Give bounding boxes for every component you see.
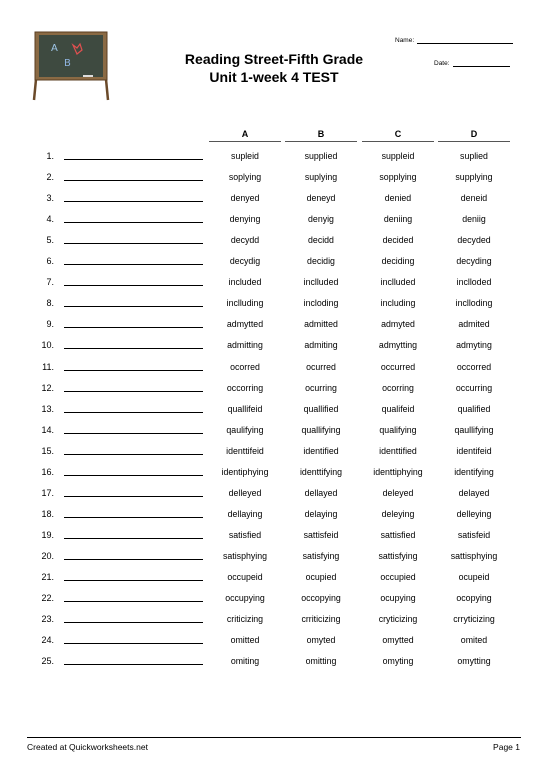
option-c: ocupying — [380, 593, 416, 604]
question-row — [0, 444, 548, 465]
option-d: occurring — [455, 382, 493, 393]
date-line[interactable] — [453, 60, 510, 67]
option-d: sattisphying — [450, 550, 498, 561]
option-a: supleid — [231, 151, 259, 161]
option-b: admiting — [304, 340, 338, 351]
question-number: 24. — [41, 635, 54, 646]
question-number: 23. — [41, 614, 54, 625]
option-a: omiting — [230, 656, 260, 667]
question-number: 25. — [41, 656, 54, 667]
option-d: delayed — [458, 487, 490, 498]
answer-line[interactable] — [64, 454, 203, 455]
question-number: 17. — [41, 487, 54, 498]
answer-line[interactable] — [64, 496, 203, 497]
answer-line[interactable] — [64, 201, 203, 202]
question-row — [0, 486, 548, 507]
option-a: included — [228, 277, 262, 288]
option-b: identified — [303, 445, 339, 456]
answer-line[interactable] — [64, 412, 203, 413]
answer-line[interactable] — [64, 243, 203, 244]
option-a: criticizing — [226, 614, 264, 625]
option-b: deneyd — [306, 193, 336, 204]
question-number: 13. — [41, 403, 54, 414]
option-d: decyded — [457, 235, 491, 246]
option-b: satisfying — [302, 550, 340, 561]
answer-line[interactable] — [64, 517, 203, 518]
option-b: crriticizing — [301, 614, 341, 625]
option-a: denying — [229, 214, 261, 225]
question-row — [0, 633, 548, 654]
question-number: 11. — [42, 361, 54, 372]
column-header-b: B — [317, 129, 325, 139]
option-a: dellaying — [227, 508, 263, 519]
option-d: admited — [458, 319, 490, 330]
option-a: identiphying — [221, 466, 269, 477]
option-d: qaullifying — [454, 424, 494, 435]
question-number: 5. — [46, 235, 54, 246]
option-a: identtifeid — [226, 445, 264, 456]
column-rule — [438, 141, 510, 142]
date-label: Date: — [434, 60, 450, 67]
option-d: suplied — [460, 151, 488, 161]
question-row — [0, 591, 548, 612]
option-b: supplied — [304, 151, 338, 161]
question-number: 15. — [41, 445, 54, 456]
column-header-d: D — [470, 129, 478, 139]
option-d: inclloded — [456, 277, 492, 288]
option-b: occopying — [301, 593, 341, 604]
question-number: 16. — [41, 466, 54, 477]
question-row — [0, 191, 548, 212]
chalk-letter-a: A — [51, 43, 58, 54]
option-c: admytting — [378, 340, 418, 351]
column-header-a: A — [241, 129, 249, 139]
answer-line[interactable] — [64, 580, 203, 581]
answer-line[interactable] — [64, 391, 203, 392]
column-rule — [362, 141, 434, 142]
question-number: 8. — [46, 298, 54, 309]
option-c: qualifying — [379, 424, 417, 435]
answer-line[interactable] — [64, 601, 203, 602]
option-a: decydig — [229, 256, 261, 267]
option-d: deneid — [460, 193, 488, 204]
answer-line[interactable] — [64, 538, 203, 539]
option-c: sattisfied — [380, 529, 416, 540]
answer-line[interactable] — [64, 306, 203, 307]
option-a: denyed — [230, 193, 260, 204]
option-b: sattisfeid — [303, 529, 339, 540]
question-row — [0, 296, 548, 317]
option-d: omited — [460, 635, 488, 646]
option-d: supplying — [455, 172, 493, 183]
option-c: admyted — [381, 319, 415, 330]
question-row — [0, 507, 548, 528]
option-d: deniig — [462, 214, 486, 225]
option-b: incloding — [303, 298, 339, 309]
question-row — [0, 402, 548, 423]
question-number: 14. — [41, 424, 54, 435]
option-c: sattisfying — [378, 550, 418, 561]
footer-divider — [27, 737, 521, 738]
option-c: deniing — [383, 214, 413, 225]
question-row — [0, 212, 548, 233]
question-row — [0, 170, 548, 191]
question-row — [0, 423, 548, 444]
option-b: dellayed — [304, 487, 338, 498]
answer-line[interactable] — [64, 559, 203, 560]
option-a: satisfied — [228, 529, 262, 540]
question-row — [0, 149, 548, 170]
option-c: qualifeid — [381, 403, 415, 414]
question-number: 20. — [41, 550, 54, 561]
question-row — [0, 275, 548, 296]
option-a: occupeid — [227, 572, 263, 582]
question-number: 4. — [46, 214, 54, 225]
option-a: admytted — [226, 319, 264, 330]
option-a: delleyed — [228, 487, 262, 498]
answer-line[interactable] — [64, 643, 203, 644]
option-b: omitting — [305, 656, 337, 667]
option-a: satisphying — [222, 550, 267, 561]
question-row — [0, 528, 548, 549]
answer-line[interactable] — [64, 664, 203, 665]
page-number: Page 1 — [493, 742, 520, 752]
option-a: qaulifying — [226, 424, 264, 435]
option-a: occorring — [226, 382, 264, 393]
question-number: 7. — [46, 277, 54, 288]
question-row — [0, 612, 548, 633]
answer-line[interactable] — [64, 433, 203, 434]
question-row — [0, 549, 548, 570]
answer-line[interactable] — [64, 222, 203, 223]
question-row — [0, 654, 548, 675]
option-b: inclluded — [303, 277, 339, 288]
option-c: cryticizing — [378, 614, 418, 625]
option-a: occupying — [225, 593, 265, 604]
answer-line[interactable] — [64, 327, 203, 328]
column-header-c: C — [394, 129, 402, 139]
question-number: 9. — [46, 319, 54, 330]
option-c: denied — [384, 193, 412, 204]
option-b: decidig — [307, 256, 335, 267]
option-b: quallifying — [301, 424, 341, 435]
option-c: occurred — [380, 361, 416, 372]
option-a: soplying — [228, 172, 262, 183]
option-c: omyting — [382, 656, 414, 667]
answer-line[interactable] — [64, 348, 203, 349]
question-number: 1. — [46, 151, 54, 161]
date-field[interactable] — [434, 60, 510, 67]
column-rule — [285, 141, 357, 142]
question-number: 3. — [46, 193, 54, 204]
question-number: 2. — [46, 172, 54, 183]
question-row — [0, 465, 548, 486]
option-b: denyig — [308, 214, 334, 225]
chalk-letter-b: B — [64, 58, 71, 69]
option-d: crryticizing — [453, 614, 495, 625]
question-row — [0, 570, 548, 591]
option-d: occorred — [456, 361, 492, 372]
column-rule — [209, 141, 281, 142]
option-a: admitting — [227, 340, 263, 351]
option-b: ocurring — [305, 382, 337, 393]
option-c: inclluded — [380, 277, 416, 288]
option-d: inclloding — [455, 298, 493, 309]
option-b: identtifying — [299, 466, 343, 477]
option-b: omyted — [306, 635, 336, 646]
option-c: omytted — [382, 635, 414, 646]
answer-line[interactable] — [64, 159, 203, 160]
question-number: 18. — [41, 508, 54, 519]
name-label: Name: — [395, 37, 415, 44]
option-c: ocorring — [382, 382, 414, 393]
answer-line[interactable] — [64, 264, 203, 265]
question-row — [0, 338, 548, 359]
question-number: 6. — [46, 256, 54, 267]
option-d: admyting — [456, 340, 492, 351]
option-b: decidd — [308, 235, 334, 246]
option-c: decided — [382, 235, 414, 246]
option-c: deciding — [381, 256, 415, 267]
option-d: identifeid — [456, 445, 492, 456]
answer-line[interactable] — [64, 370, 203, 371]
option-b: ocupied — [305, 572, 337, 582]
question-number: 10. — [41, 340, 54, 351]
question-row — [0, 317, 548, 338]
name-line[interactable] — [417, 37, 513, 44]
option-d: ocupeid — [458, 572, 490, 582]
option-c: sopplying — [379, 172, 417, 183]
option-c: including — [380, 298, 416, 309]
option-d: identifying — [454, 466, 494, 477]
footer-credit: Created at Quickworksheets.net — [27, 742, 148, 752]
question-row — [0, 254, 548, 275]
option-b: quallified — [303, 403, 339, 414]
question-row — [0, 360, 548, 381]
option-d: delleying — [456, 508, 492, 519]
page-subtitle: Unit 1-week 4 TEST — [209, 69, 339, 85]
option-d: omytting — [457, 656, 491, 667]
option-b: delaying — [304, 508, 338, 519]
option-c: deleyed — [382, 487, 414, 498]
chalkboard-icon — [31, 29, 111, 101]
answer-line[interactable] — [64, 475, 203, 476]
option-b: suplying — [304, 172, 338, 183]
question-number: 21. — [41, 572, 54, 582]
answer-line[interactable] — [64, 285, 203, 286]
option-d: ocopying — [456, 593, 492, 604]
question-row — [0, 233, 548, 254]
option-a: decydd — [230, 235, 260, 246]
option-c: identtiphying — [373, 466, 423, 477]
option-c: suppleid — [381, 151, 415, 161]
option-a: quallifeid — [227, 403, 263, 414]
option-b: admitted — [304, 319, 338, 330]
option-c: occupied — [380, 572, 416, 582]
question-number: 22. — [41, 593, 54, 604]
option-d: qualified — [457, 403, 491, 414]
answer-line[interactable] — [64, 180, 203, 181]
question-number: 19. — [41, 529, 54, 540]
question-row — [0, 381, 548, 402]
option-a: inclluding — [226, 298, 264, 309]
question-number: 12. — [41, 382, 54, 393]
option-a: ocorred — [230, 361, 260, 372]
option-c: identtified — [379, 445, 417, 456]
option-b: ocurred — [306, 361, 336, 372]
option-d: decyding — [456, 256, 492, 267]
name-field[interactable] — [395, 37, 513, 44]
answer-line[interactable] — [64, 622, 203, 623]
option-d: satisfeid — [457, 529, 491, 540]
option-a: omitted — [230, 635, 260, 646]
option-c: deleying — [381, 508, 415, 519]
page-title: Reading Street-Fifth Grade — [184, 51, 364, 67]
